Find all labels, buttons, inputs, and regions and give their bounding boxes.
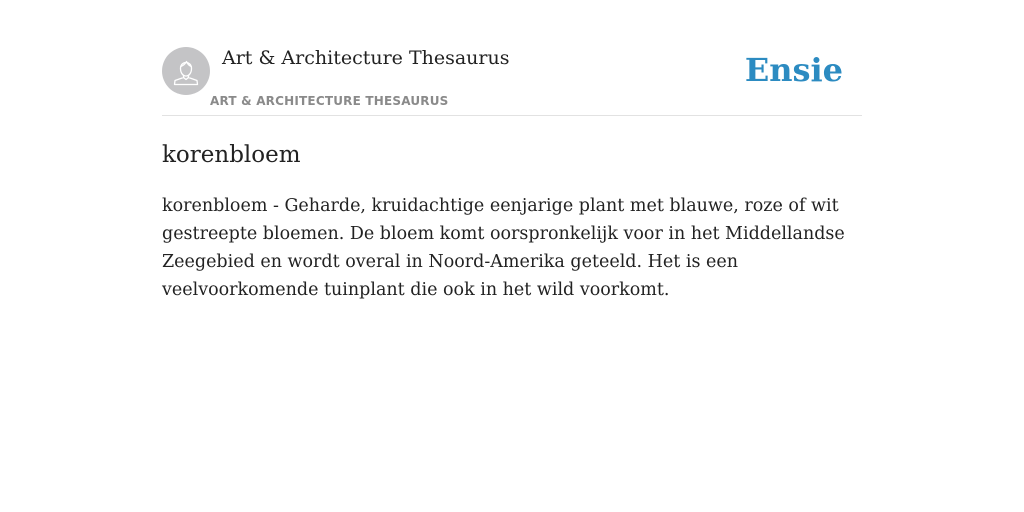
- ensie-logo[interactable]: Ensie: [744, 51, 843, 89]
- page-container: [162, 0, 862, 512]
- term-title: korenbloem: [162, 142, 301, 168]
- user-placeholder-icon[interactable]: [162, 47, 210, 95]
- term-definition: korenbloem - Geharde, kruidachtige eenjarige plant met blauwe, roze of wit gestreepte bloemen. De bloem komt oorspronkelijk voor in het Middellandse Zeegebied en wordt overal in Noord-Amerika geteeld. Het is een veelvoorkomende tuinplant die ook in het wild voorkomt.: [162, 196, 845, 300]
- author-subtitle[interactable]: ART & ARCHITECTURE THESAURUS: [210, 94, 449, 108]
- author-name[interactable]: Art & Architecture Thesaurus: [222, 47, 510, 69]
- author-header: [162, 0, 862, 116]
